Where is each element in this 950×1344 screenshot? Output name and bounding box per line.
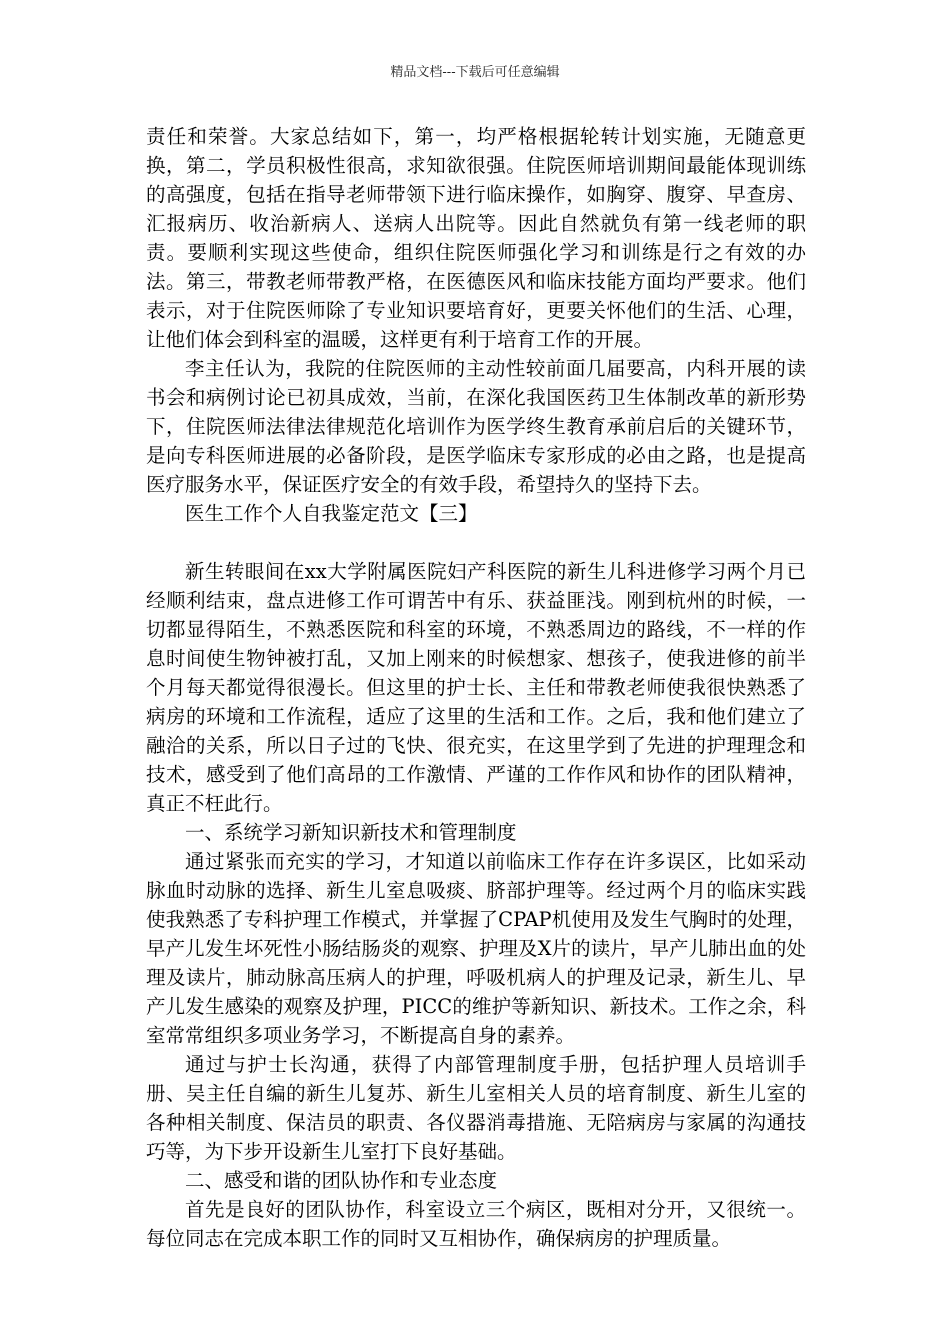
- paragraph-intro: 新生转眼间在xx大学附属医院妇产科医院的新生儿科进修学习两个月已经顺利结束，盘点进修工作可谓苦中有乐、获益匪浅。刚到杭州的时候，一切都显得陌生，不熟悉医院和科室的环境，不熟悉周边的路线，不一样的作息时间使生物钟被打乱，又加上刚来的时候想家、想孩子，使我进修的前半个月每天都觉得很漫长。但这里的护士长、主任和带教老师使我很快熟悉了病房的环境和工作流程，适应了这里的生活和工作。之后，我和他们建立了融洽的关系，所以日子过的飞快、很充实，在这里学到了先进的护理理念和技术，感受到了他们高昂的工作激情、严谨的工作作风和协作的团队精神，真正不枉此行。: [146, 560, 806, 815]
- paragraph-director-comments: 李主任认为，我院的住院医师的主动性较前面几届要高，内科开展的读书会和病例讨论已初具成效，当前，在深化我国医药卫生体制改革的新形势下，住院医师法律法律规范化培训作为医学终生教育承前启后的关键环节，是向专科医师进展的必备阶段，是医学临床专家形成的必由之路，也是提高医疗服务水平，保证医疗安全的有效手段，希望持久的坚持下去。: [146, 357, 806, 496]
- paragraph-teamwork: 首先是良好的团队协作，科室设立三个病区，既相对分开，又很统一。每位同志在完成本职工作的同时又互相协作，确保病房的护理质量。: [146, 1198, 806, 1250]
- paragraph-learning: 通过紧张而充实的学习，才知道以前临床工作存在许多误区，比如采动脉血时动脉的选择、新生儿室息吸痰、脐部护理等。经过两个月的临床实践使我熟悉了专科护理工作模式，并掌握了CPAP机使用及发生气胸时的处理，早产儿发生坏死性小肠结肠炎的观察、护理及X片的读片，早产儿肺出血的处理及读片，肺动脉高压病人的护理，呼吸机病人的护理及记录，新生儿、早产儿发生感染的观察及护理，PICC的维护等新知识、新技术。工作之余，科室常常组织多项业务学习，不断提高自身的素养。: [146, 850, 806, 1047]
- subheading-one: 一、系统学习新知识新技术和管理制度: [185, 821, 517, 844]
- page-header: 精品文档---下载后可任意编辑: [390, 65, 560, 80]
- paragraph-management: 通过与护士长沟通，获得了内部管理制度手册，包括护理人员培训手册、吴主任自编的新生儿复苏、新生儿室相关人员的培育制度、新生儿室的各种相关制度、保洁员的职责、各仪器消毒措施、无陪病房与家属的沟通技巧等，为下步开设新生儿室打下良好基础。: [146, 1053, 806, 1163]
- paragraph-continuation: 责任和荣誉。大家总结如下，第一，均严格根据轮转计划实施，无随意更换，第二，学员积极性很高，求知欲很强。住院医师培训期间最能体现训练的高强度，包括在指导老师带领下进行临床操作，如胸穿、腹穿、早查房、汇报病历、收治新病人、送病人出院等。因此自然就负有第一线老师的职责。要顺利实现这些使命，组织住院医师强化学习和训练是行之有效的办法。第三，带教老师带教严格，在医德医风和临床技能方面均严要求。他们表示，对于住院医师除了专业知识要培育好，更要关怀他们的生活、心理，让他们体会到科室的温暖，这样更有利于培育工作的开展。: [146, 125, 806, 351]
- section-title: 医生工作个人自我鉴定范文【三】: [185, 502, 478, 525]
- document-body: [146, 122, 806, 1253]
- subheading-two: 二、感受和谐的团队协作和专业态度: [185, 1169, 498, 1192]
